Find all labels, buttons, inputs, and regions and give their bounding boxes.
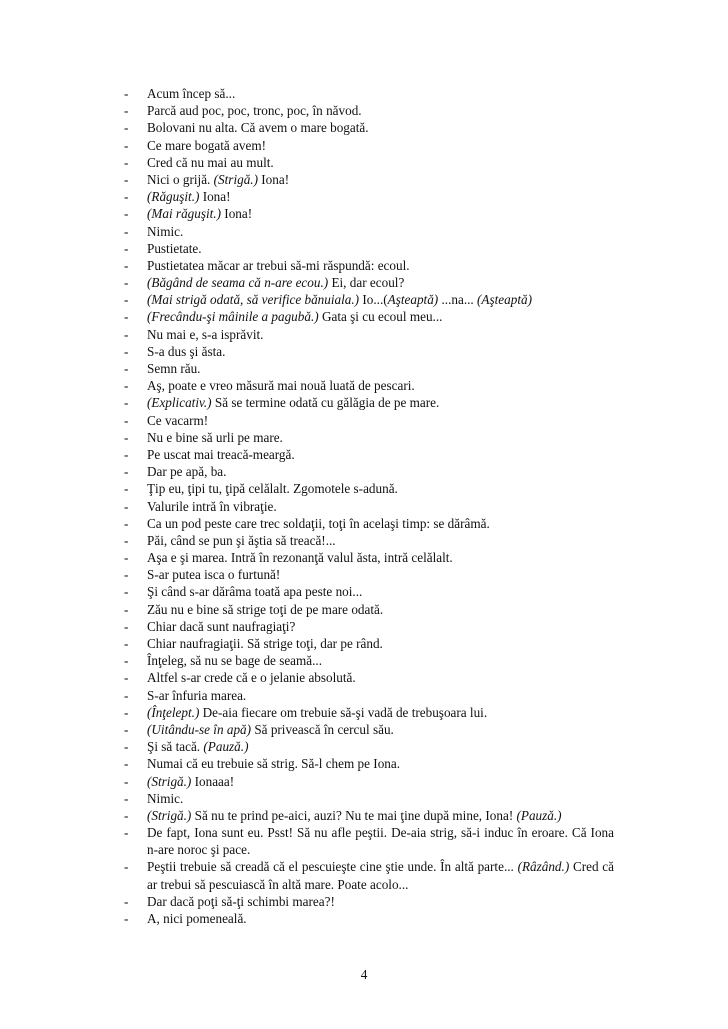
dialogue-text: S-ar înfuria marea. (147, 687, 247, 703)
dialogue-line (124, 755, 614, 772)
dialogue-dash: - (124, 567, 129, 583)
dialogue-text: Iona! (221, 206, 253, 222)
dialogue-dash: - (124, 687, 129, 703)
dialogue-line (124, 240, 614, 257)
dialogue-line (124, 308, 614, 325)
dialogue-text: Ionaaa! (191, 773, 235, 789)
dialogue-dash: - (124, 446, 129, 462)
dialogue-dash: - (124, 704, 129, 720)
dialogue-dash: - (124, 859, 129, 875)
dialogue-text: Nu mai e, s-a isprăvit. (147, 326, 264, 342)
dialogue-line (124, 652, 614, 669)
dialogue-text: Peştii trebuie să creadă că el pescuieşte cine ştie unde. În altă parte... (147, 859, 518, 875)
dialogue-dash: - (124, 343, 129, 359)
dialogue-text: A, nici pomeneală. (147, 911, 247, 926)
stage-direction: (Explicativ.) (147, 395, 212, 411)
dialogue-line (124, 601, 614, 618)
stage-direction: (Râzând.) (517, 859, 570, 875)
dialogue-line (124, 360, 614, 377)
dialogue-dash: - (124, 636, 129, 651)
dialogue-dash: - (124, 498, 129, 514)
dialogue-line (124, 291, 614, 308)
dialogue-text: Chiar dacă sunt naufragiaţi? (147, 618, 296, 634)
dialogue-dash: - (124, 532, 129, 548)
dialogue-dash: - (124, 292, 129, 308)
dialogue-dash: - (124, 911, 129, 926)
dialogue-dash: - (124, 515, 129, 531)
stage-direction: (Frecându-şi mâinile a pagubă.) (147, 309, 319, 325)
dialogue-text: Gata şi cu ecoul meu... (318, 309, 443, 325)
dialogue-dash: - (124, 601, 129, 617)
dialogue-text: Chiar naufragiaţii. Să strige toţi, dar pe rând. (147, 636, 383, 651)
dialogue-dash: - (124, 240, 129, 256)
dialogue-line (124, 566, 614, 583)
dialogue-text: Să nu te prind pe-aici, auzi? Nu te mai ţine după mine, Iona! (191, 807, 517, 823)
dialogue-text: Pustietatea măcar ar trebui să-mi răspundă: ecoul. (147, 257, 410, 273)
dialogue-text: Aş, poate e vreo măsură mai nouă luată de pescari. (147, 378, 415, 394)
dialogue-line (124, 583, 614, 600)
dialogue-text: Ce vacarm! (147, 412, 209, 428)
dialogue-text: Iona! (199, 189, 231, 205)
dialogue-text: Acum încep să... (147, 86, 236, 101)
dialogue-dash: - (124, 103, 129, 119)
dialogue-line (124, 910, 614, 927)
dialogue-line (124, 257, 614, 274)
dialogue-text: Dar pe apă, ba. (147, 464, 227, 480)
dialogue-dash: - (124, 412, 129, 428)
dialogue-line (124, 463, 614, 480)
dialogue-line (124, 205, 614, 222)
dialogue-line (124, 394, 614, 411)
dialogue-line (124, 893, 614, 910)
dialogue-dash: - (124, 86, 129, 101)
dialogue-dash: - (124, 275, 129, 291)
dialogue-line (124, 188, 614, 205)
dialogue-text: Să privească în cercul său. (251, 721, 394, 737)
dialogue-line (124, 102, 614, 119)
stage-direction: (Înţelept.) (147, 704, 200, 720)
dialogue-dash: - (124, 584, 129, 600)
dialogue-text: Pustietate. (147, 240, 202, 256)
dialogue-text: Ce mare bogată avem! (147, 137, 266, 153)
stage-direction: (Băgând de seama că n-are ecou.) (147, 275, 329, 291)
dialogue-dash: - (124, 756, 129, 772)
dialogue-line (124, 154, 614, 171)
dialogue-line (124, 549, 614, 566)
dialogue-dash: - (124, 773, 129, 789)
dialogue-text: Semn rău. (147, 361, 201, 376)
dialogue-dash: - (124, 395, 129, 411)
dialogue-dash: - (124, 739, 129, 755)
dialogue-dash: - (124, 653, 129, 669)
dialogue-text: Dar dacă poţi să-ţi schimbi marea?! (147, 893, 335, 909)
dialogue-dash: - (124, 223, 129, 239)
dialogue-text: Io...( (359, 292, 388, 308)
dialogue-line (124, 85, 614, 102)
dialogue-dash: - (124, 481, 129, 497)
dialogue-text: Altfel s-ar crede că e o jelanie absolută. (147, 670, 356, 686)
dialogue-dash: - (124, 670, 129, 686)
dialogue-text: Nu e bine să urli pe mare. (147, 429, 283, 445)
dialogue-line (124, 858, 614, 892)
dialogue-line (124, 721, 614, 738)
dialogue-line (124, 807, 614, 824)
dialogue-line (124, 274, 614, 291)
dialogue-line (124, 635, 614, 652)
dialogue-text: Ca un pod peste care trec soldaţii, toţi în acelaşi timp: se dărâmă. (147, 515, 490, 531)
dialogue-line (124, 669, 614, 686)
dialogue-line (124, 223, 614, 240)
dialogue-text: Şi să tacă. (147, 739, 204, 755)
dialogue-line (124, 137, 614, 154)
dialogue-text: Ei, dar ecoul? (328, 275, 405, 291)
dialogue-text: S-ar putea isca o furtună! (147, 567, 281, 583)
dialogue-dash: - (124, 309, 129, 325)
page-number: 4 (360, 967, 368, 982)
dialogue-dash: - (124, 189, 129, 205)
dialogue-dash: - (124, 154, 129, 170)
dialogue-dash: - (124, 257, 129, 273)
dialogue-line (124, 773, 614, 790)
stage-direction: (Strigă.) (213, 171, 258, 187)
dialogue-dash: - (124, 120, 129, 136)
dialogue-line (124, 790, 614, 807)
dialogue-line (124, 429, 614, 446)
stage-direction: (Strigă.) (147, 807, 192, 823)
dialogue-text: Cred că ar trebui să pescuiască în altă mare. Poate acolo... (147, 859, 614, 892)
stage-direction: (Mai răguşit.) (147, 206, 221, 222)
dialogue-line (124, 171, 614, 188)
dialogue-dash: - (124, 807, 129, 823)
stage-direction: (Mai strigă odată, să verifice bănuiala.) (147, 292, 360, 308)
dialogue-text: Cred că nu mai au mult. (147, 154, 274, 170)
stage-direction: (Pauză.) (516, 807, 562, 823)
dialogue-line (124, 515, 614, 532)
dialogue-line (124, 704, 614, 721)
dialogue-text: ...na... (438, 292, 478, 308)
dialogue-dash: - (124, 550, 129, 566)
dialogue-dash: - (124, 206, 129, 222)
dialogue-dash: - (124, 893, 129, 909)
dialogue-line (124, 618, 614, 635)
dialogue-line (124, 446, 614, 463)
dialogue-dash: - (124, 721, 129, 737)
dialogue-dash: - (124, 326, 129, 342)
stage-direction: (Strigă.) (147, 773, 192, 789)
dialogue-line (124, 343, 614, 360)
dialogue-text: Parcă aud poc, poc, tronc, poc, în năvod. (147, 103, 362, 119)
dialogue-line (124, 498, 614, 515)
dialogue-lines (124, 85, 614, 927)
dialogue-line (124, 480, 614, 497)
stage-direction: (Aşteaptă) (477, 292, 532, 308)
dialogue-dash: - (124, 464, 129, 480)
dialogue-text: Iona! (257, 171, 290, 187)
dialogue-dash: - (124, 361, 129, 376)
dialogue-dash: - (124, 378, 129, 394)
dialogue-text: Nimic. (147, 223, 184, 239)
dialogue-text: De-aia fiecare om trebuie să-şi vadă de trebuşoara lui. (199, 704, 488, 720)
dialogue-text: Pe uscat mai treacă-meargă. (147, 446, 295, 462)
dialogue-text: Numai că eu trebuie să strig. Să-l chem pe Iona. (147, 756, 401, 772)
dialogue-line (124, 326, 614, 343)
dialogue-text: De fapt, Iona sunt eu. Psst! Să nu afle peştii. De-aia strig, să-i induc în eroare. Că Iona n-are noroc şi pace. (147, 825, 614, 858)
dialogue-line (124, 119, 614, 136)
dialogue-text: S-a dus şi ăsta. (147, 343, 226, 359)
dialogue-dash: - (124, 825, 129, 841)
dialogue-line (124, 532, 614, 549)
stage-direction: (Răguşit.) (147, 189, 200, 205)
dialogue-line (124, 738, 614, 755)
dialogue-text: Valurile intră în vibraţie. (147, 498, 277, 514)
dialogue-dash: - (124, 171, 129, 187)
dialogue-dash: - (124, 618, 129, 634)
dialogue-dash: - (124, 137, 129, 153)
dialogue-text: Ţip eu, ţipi tu, ţipă celălalt. Zgomotele s-adună. (147, 481, 398, 497)
dialogue-dash: - (124, 790, 129, 806)
dialogue-text: Şi când s-ar dărâma toată apa peste noi... (147, 584, 363, 600)
dialogue-text: Păi, când se pun şi ăştia să treacă!... (147, 532, 336, 548)
dialogue-text: Nimic. (147, 790, 184, 806)
dialogue-text: Înţeleg, să nu se bage de seamă... (147, 653, 323, 669)
stage-direction: Aşteaptă) (387, 292, 439, 308)
dialogue-line (124, 687, 614, 704)
dialogue-dash: - (124, 429, 129, 445)
dialogue-text: Bolovani nu alta. Că avem o mare bogată. (147, 120, 369, 136)
stage-direction: (Uitându-se în apă) (147, 721, 252, 737)
dialogue-line (124, 824, 614, 858)
dialogue-text: Să se termine odată cu gălăgia de pe mare. (211, 395, 440, 411)
dialogue-text: Zău nu e bine să strige toţi de pe mare odată. (147, 601, 384, 617)
dialogue-line (124, 412, 614, 429)
stage-direction: (Pauză.) (203, 739, 249, 755)
dialogue-text: Nici o grijă. (147, 171, 214, 187)
dialogue-text: Aşa e şi marea. Intră în rezonanţă valul ăsta, intră celălalt. (147, 550, 453, 566)
dialogue-line (124, 377, 614, 394)
